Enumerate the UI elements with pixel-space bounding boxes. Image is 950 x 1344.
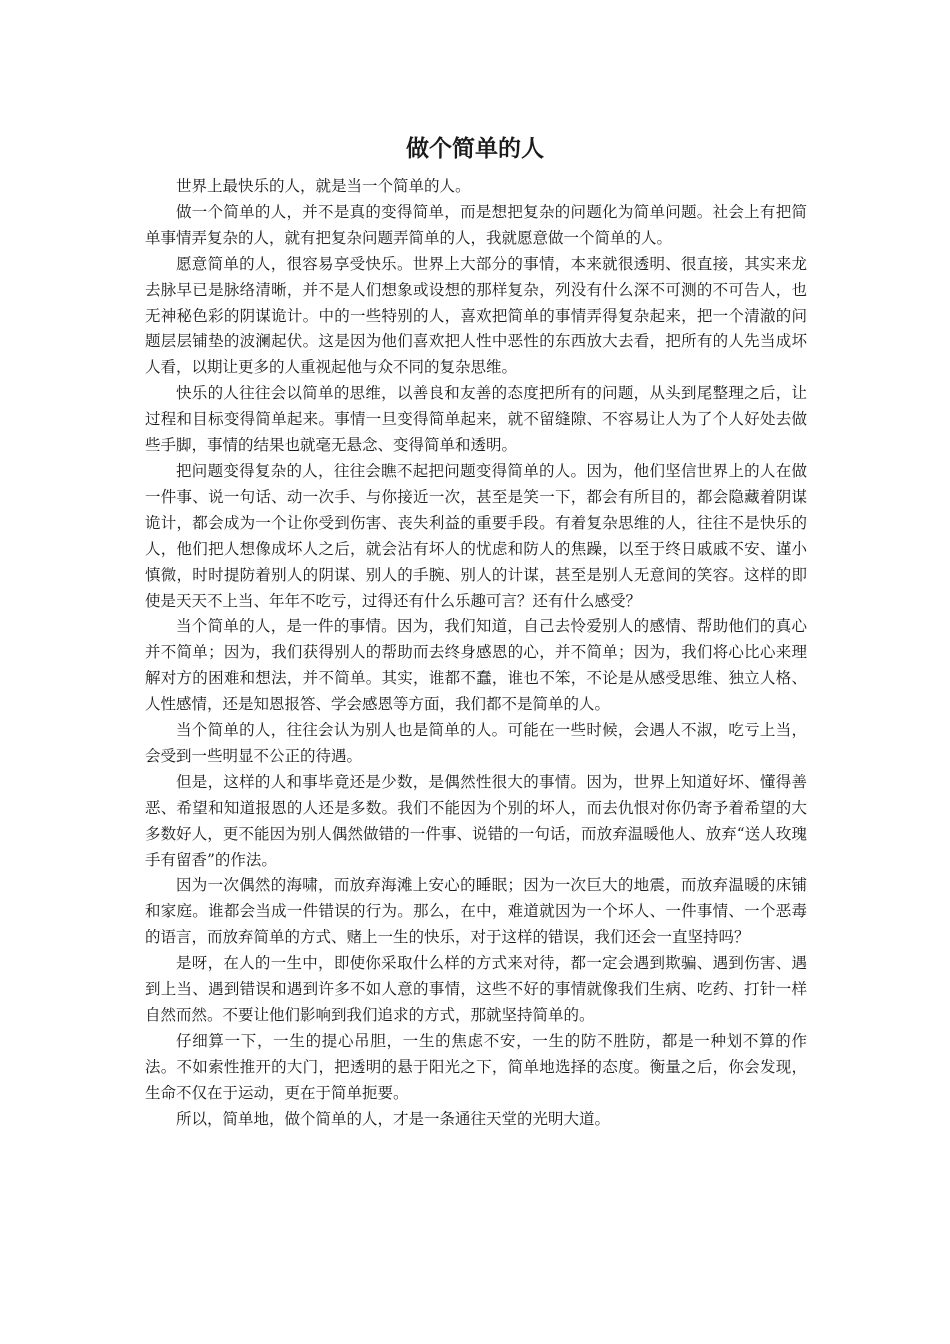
paragraph-6: 当个简单的人，是一件的事情。因为，我们知道，自己去怜爱别人的感情、帮助他们的真心并不简单；因为，我们获得别人的帮助而去终身感恩的心，并不简单；因为，我们将心比心来理解对方的困难和想法，并不简单。其实，谁都不蠢，谁也不笨，不论是从感受思维、独立人格、人性感情，还是知恩报答、学会感恩等方面，我们都不是简单的人。 <box>145 617 807 714</box>
paragraph-12: 所以，简单地，做个简单的人，才是一条通往天堂的光明大道。 <box>176 1109 611 1128</box>
document-body <box>145 174 807 1133</box>
paragraph-4: 快乐的人往往会以简单的思维，以善良和友善的态度把所有的问题，从头到尾整理之后，让过程和目标变得简单起来。事情一旦变得简单起来，就不留缝隙、不容易让人为了个人好处去做些手脚，事情的结果也就毫无悬念、变得简单和透明。 <box>145 384 807 455</box>
paragraph-11: 仔细算一下，一生的提心吊胆，一生的焦虑不安，一生的防不胜防，都是一种划不算的作法。不如索性推开的大门，把透明的悬于阳光之下，简单地选择的态度。衡量之后，你会发现，生命不仅在于运动，更在于简单扼要。 <box>145 1031 807 1102</box>
paragraph-2: 做一个简单的人，并不是真的变得简单，而是想把复杂的问题化为简单问题。社会上有把简单事情弄复杂的人，就有把复杂问题弄简单的人，我就愿意做一个简单的人。 <box>145 202 807 247</box>
paragraph-5: 把问题变得复杂的人，往往会瞧不起把问题变得简单的人。因为，他们坚信世界上的人在做一件事、说一句话、动一次手、与你接近一次，甚至是笑一下，都会有所目的，都会隐藏着阴谋诡计，都会成为一个让你受到伤害、丧失利益的重要手段。有着复杂思维的人，往往不是快乐的人，他们把人想像成坏人之后，就会沾有坏人的忧虑和防人的焦躁，以至于终日戚戚不安、谨小慎微，时时提防着别人的阴谋、别人的手腕、别人的计谋，甚至是别人无意间的笑容。这样的即使是天天不上当、年年不吃亏，过得还有什么乐趣可言？还有什么感受？ <box>145 461 807 610</box>
document-title: 做个简单的人 <box>406 136 544 162</box>
paragraph-10: 是呀，在人的一生中，即使你采取什么样的方式来对待，都一定会遇到欺骗、遇到伤害、遇到上当、遇到错误和遇到许多不如人意的事情，这些不好的事情就像我们生病、吃药、打针一样自然而然。不要让他们影响到我们追求的方式，那就坚持简单的。 <box>145 954 807 1024</box>
paragraph-9: 因为一次偶然的海啸，而放弃海滩上安心的睡眠；因为一次巨大的地震，而放弃温暖的床铺和家庭。谁都会当成一件错误的行为。那么，在中，难道就因为一个坏人、一件事情、一个恶毒的语言，而放弃简单的方式、赌上一生的快乐，对于这样的错误，我们还会一直坚持吗？ <box>145 876 807 947</box>
paragraph-1: 世界上最快乐的人，就是当一个简单的人。 <box>176 177 471 195</box>
paragraph-3: 愿意简单的人，很容易享受快乐。世界上大部分的事情，本来就很透明、很直接，其实来龙去脉早已是脉络清晰，并不是人们想象或设想的那样复杂，列没有什么深不可测的不可告人，也无神秘色彩的阴谋诡计。中的一些特别的人，喜欢把简单的事情弄得复杂起来，把一个清澈的问题层层铺垫的波澜起伏。这是因为他们喜欢把人性中恶性的东西放大去看，把所有的人先当成坏人看，以期让更多的人重视起他与众不同的复杂思维。 <box>145 254 807 377</box>
paragraph-8: 但是，这样的人和事毕竟还是少数，是偶然性很大的事情。因为，世界上知道好坏、懂得善恶、希望和知道报恩的人还是多数。我们不能因为个别的坏人，而去仇恨对你仍寄予着希望的大多数好人，更不能因为别人偶然做错的一件事、说错的一句话，而放弃温暖他人、放弃“送人玫瑰手有留香”的作法。 <box>145 772 807 869</box>
paragraph-7: 当个简单的人，往往会认为别人也是简单的人。可能在一些时候，会遇人不淑，吃亏上当，会受到一些明显不公正的待遇。 <box>145 721 807 765</box>
